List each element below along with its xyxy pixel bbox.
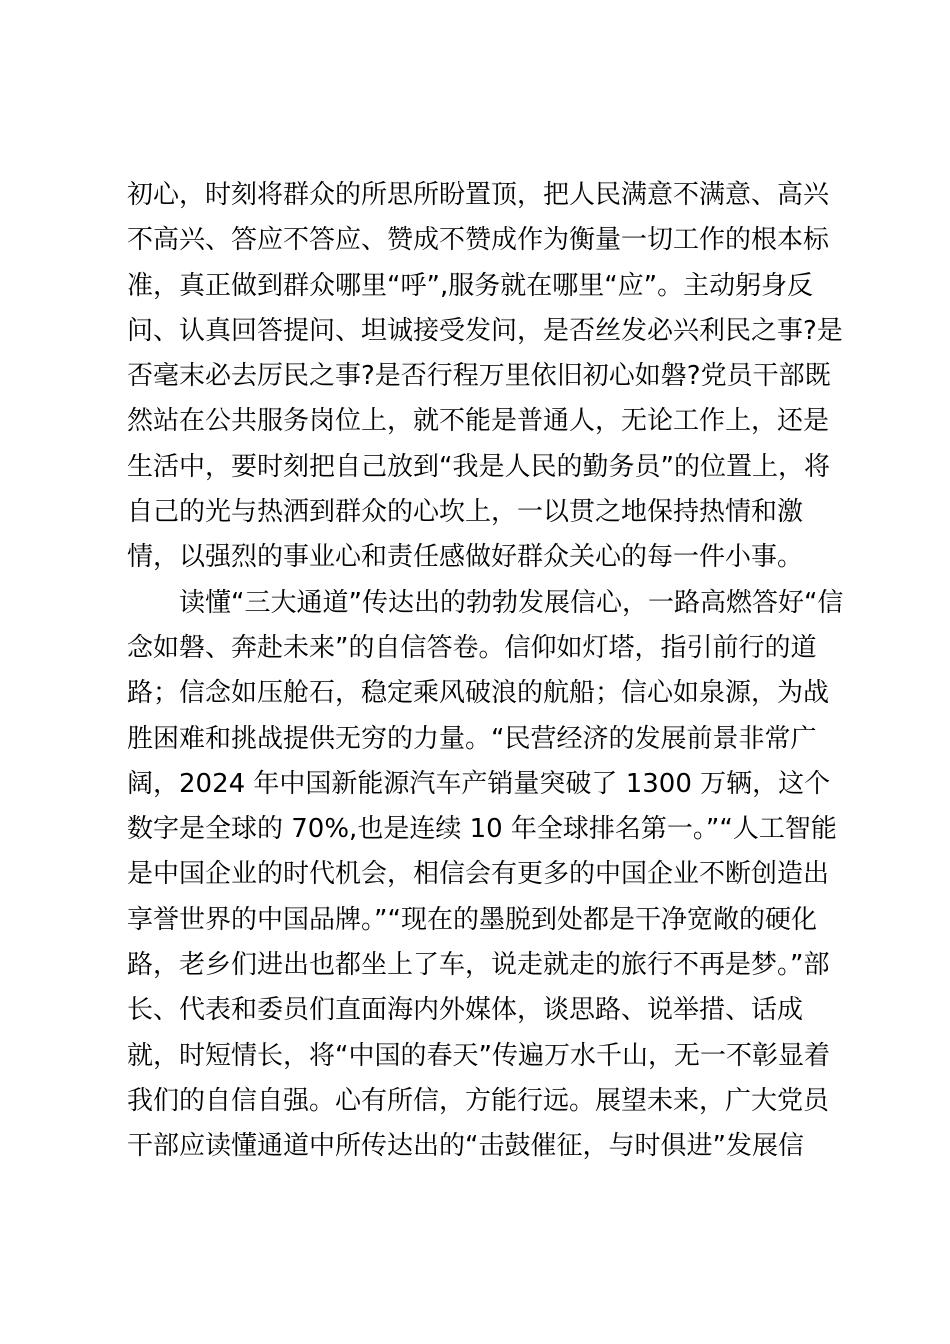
text-line: 路，老乡们进出也都坐上了车，说走就走的旅行不再是梦。”部: [127, 950, 830, 981]
text-line: 然站在公共服务岗位上，就不能是普通人，无论工作上，还是: [127, 406, 830, 437]
body-text: [127, 173, 844, 1170]
text-line: 干部应读懂通道中所传达出的“击鼓催征，与时俱进”发展信: [127, 1131, 804, 1162]
text-line: 享誉世界的中国品牌。”“现在的墨脱到处都是干净宽敞的硬化: [127, 904, 817, 935]
text-line: 不高兴、答应不答应、赞成不赞成作为衡量一切工作的根本标: [127, 225, 830, 256]
text-line: 胜困难和挑战提供无穷的力量。“民营经济的发展前景非常广: [127, 723, 817, 754]
text-line: 问、认真回答提问、坦诚接受发问，是否丝发必兴利民之事?是: [127, 315, 843, 346]
text-line: 生活中，要时刻把自己放到“我是人民的勤务员”的位置上，将: [127, 451, 830, 482]
text-line: 否毫末必去厉民之事?是否行程万里依旧初心如磐?党员干部既: [127, 361, 831, 392]
text-line: 就，时短情长，将“中国的春天”传遍万水千山，无一不彰显着: [127, 1040, 830, 1071]
paragraph-first-line: 读懂“三大通道”传达出的勃勃发展信心，一路高燃答好“信: [179, 587, 844, 618]
text-line: 念如磐、奔赴未来”的自信答卷。信仰如灯塔，指引前行的道: [127, 632, 817, 663]
text-line: 初心，时刻将群众的所思所盼置顶，把人民满意不满意、高兴: [127, 180, 830, 210]
text-line: 数字是全球的 70%,也是连续 10 年全球排名第一。”“人工智能: [127, 814, 837, 845]
text-line: 是中国企业的时代机会，相信会有更多的中国企业不断创造出: [127, 859, 830, 890]
text-line: 路；信念如压舱石，稳定乘风破浪的航船；信心如泉源，为战: [127, 678, 830, 709]
text-line: 自己的光与热洒到群众的心坎上，一以贯之地保持热情和激: [127, 497, 804, 528]
text-line: 长、代表和委员们直面海内外媒体，谈思路、说举措、话成: [127, 995, 804, 1026]
text-line: 我们的自信自强。心有所信，方能行远。展望未来，广大党员: [127, 1085, 830, 1116]
text-line: 准，真正做到群众哪里“呼”,服务就在哪里“应”。主动躬身反: [127, 270, 814, 301]
text-line: 情，以强烈的事业心和责任感做好群众关心的每一件小事。: [127, 542, 804, 573]
text-line: 阔，2024 年中国新能源汽车产销量突破了 1300 万辆，这个: [127, 768, 831, 799]
